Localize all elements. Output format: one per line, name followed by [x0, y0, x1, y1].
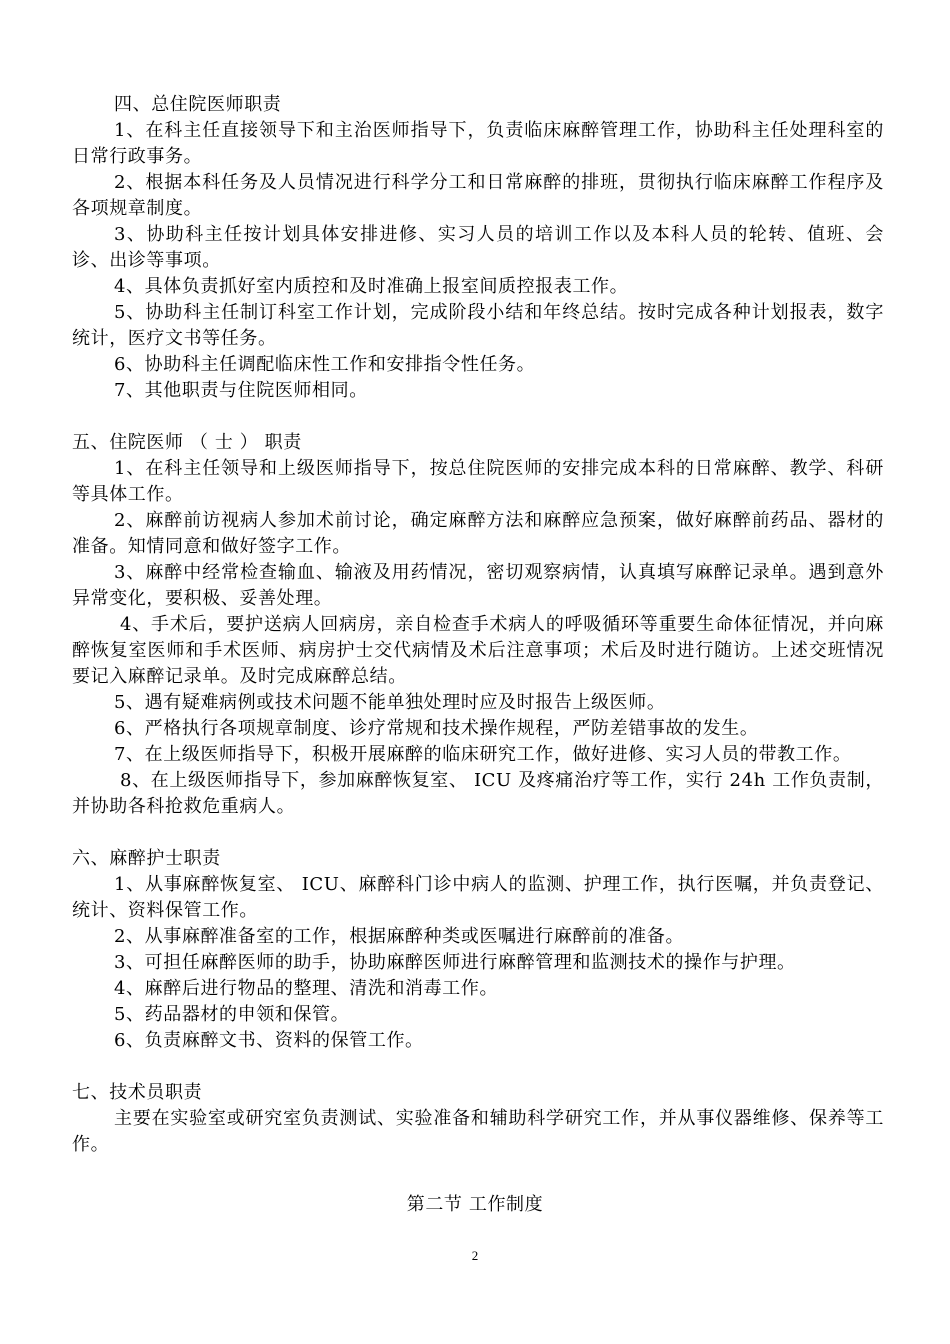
section-5-item-7: 7、在上级医师指导下，积极开展麻醉的临床研究工作，做好进修、实习人员的带教工作。 — [114, 744, 852, 765]
section-5-item-1: 1、在科主任领导和上级医师指导下，按总住院医师的安排完成本科的日常麻醉、教学、科研等具体工作。 — [72, 458, 884, 505]
section-4-item-2: 2、根据本科任务及人员情况进行科学分工和日常麻醉的排班，贯彻执行临床麻醉工作程序及各项规章制度。 — [72, 172, 884, 219]
section-heading-4: 四、总住院医师职责 — [114, 94, 282, 115]
section-4-item-4: 4、具体负责抓好室内质控和及时准确上报室间质控报表工作。 — [114, 276, 629, 297]
section-6-item-3: 3、可担任麻醉医师的助手，协助麻醉医师进行麻醉管理和监测技术的操作与护理。 — [114, 952, 796, 973]
section-5-item-5: 5、遇有疑难病例或技术问题不能单独处理时应及时报告上级医师。 — [114, 692, 666, 713]
section-heading-7: 七、技术员职责 — [72, 1082, 203, 1103]
document-body — [72, 92, 884, 1158]
page-number: 2 — [471, 1248, 479, 1263]
section-6-item-4: 4、麻醉后进行物品的整理、清洗和消毒工作。 — [114, 978, 499, 999]
section-6-item-1: 1、从事麻醉恢复室、 ICU、麻醉科门诊中病人的监测、护理工作，执行医嘱，并负责登记、统计、资料保管工作。 — [72, 874, 884, 921]
section-4-item-3: 3、协助科主任按计划具体安排进修、实习人员的培训工作以及本科人员的轮转、值班、会诊、出诊等事项。 — [72, 224, 884, 271]
section-5-item-2: 2、麻醉前访视病人参加术前讨论，确定麻醉方法和麻醉应急预案，做好麻醉前药品、器材的准备。知情同意和做好签字工作。 — [72, 510, 884, 557]
section-heading-6: 六、麻醉护士职责 — [72, 848, 221, 869]
section-5-item-8: 8、在上级医师指导下，参加麻醉恢复室、 ICU 及疼痛治疗等工作，实行 24h 工作负责制，并协助各科抢救危重病人。 — [72, 770, 884, 817]
section-6-item-2: 2、从事麻醉准备室的工作，根据麻醉种类或医嘱进行麻醉前的准备。 — [114, 926, 685, 947]
section-4-item-1: 1、在科主任直接领导下和主治医师指导下，负责临床麻醉管理工作，协助科主任处理科室的日常行政事务。 — [72, 120, 884, 167]
section-7-item-1: 主要在实验室或研究室负责测试、实验准备和辅助科学研究工作，并从事仪器维修、保养等工作。 — [72, 1108, 884, 1155]
chapter-section-title: 第二节 工作制度 — [406, 1194, 544, 1215]
spacer — [72, 820, 884, 846]
section-4-item-7: 7、其他职责与住院医师相同。 — [114, 380, 368, 401]
section-6-item-5: 5、药品器材的申领和保管。 — [114, 1004, 350, 1025]
section-heading-5: 五、住院医师 （ 士 ） 职责 — [72, 432, 302, 453]
section-5-item-4: 4、手术后，要护送病人回病房，亲自检查手术病人的呼吸循环等重要生命体征情况，并向麻醉恢复室医师和手术医师、病房护士交代病情及术后注意事项；术后及时进行随访。上述交班情况要记入麻醉记录单。及时完成麻醉总结。 — [72, 614, 884, 687]
section-6-item-6: 6、负责麻醉文书、资料的保管工作。 — [114, 1030, 424, 1051]
section-5-item-3: 3、麻醉中经常检查输血、输液及用药情况，密切观察病情，认真填写麻醉记录单。遇到意外异常变化，要积极、妥善处理。 — [72, 562, 884, 609]
spacer — [72, 404, 884, 430]
section-4-item-5: 5、协助科主任制订科室工作计划，完成阶段小结和年终总结。按时完成各种计划报表，数字统计，医疗文书等任务。 — [72, 302, 884, 349]
section-5-item-6: 6、严格执行各项规章制度、诊疗常规和技术操作规程，严防差错事故的发生。 — [114, 718, 759, 739]
section-4-item-6: 6、协助科主任调配临床性工作和安排指令性任务。 — [114, 354, 536, 375]
spacer — [72, 1054, 884, 1080]
